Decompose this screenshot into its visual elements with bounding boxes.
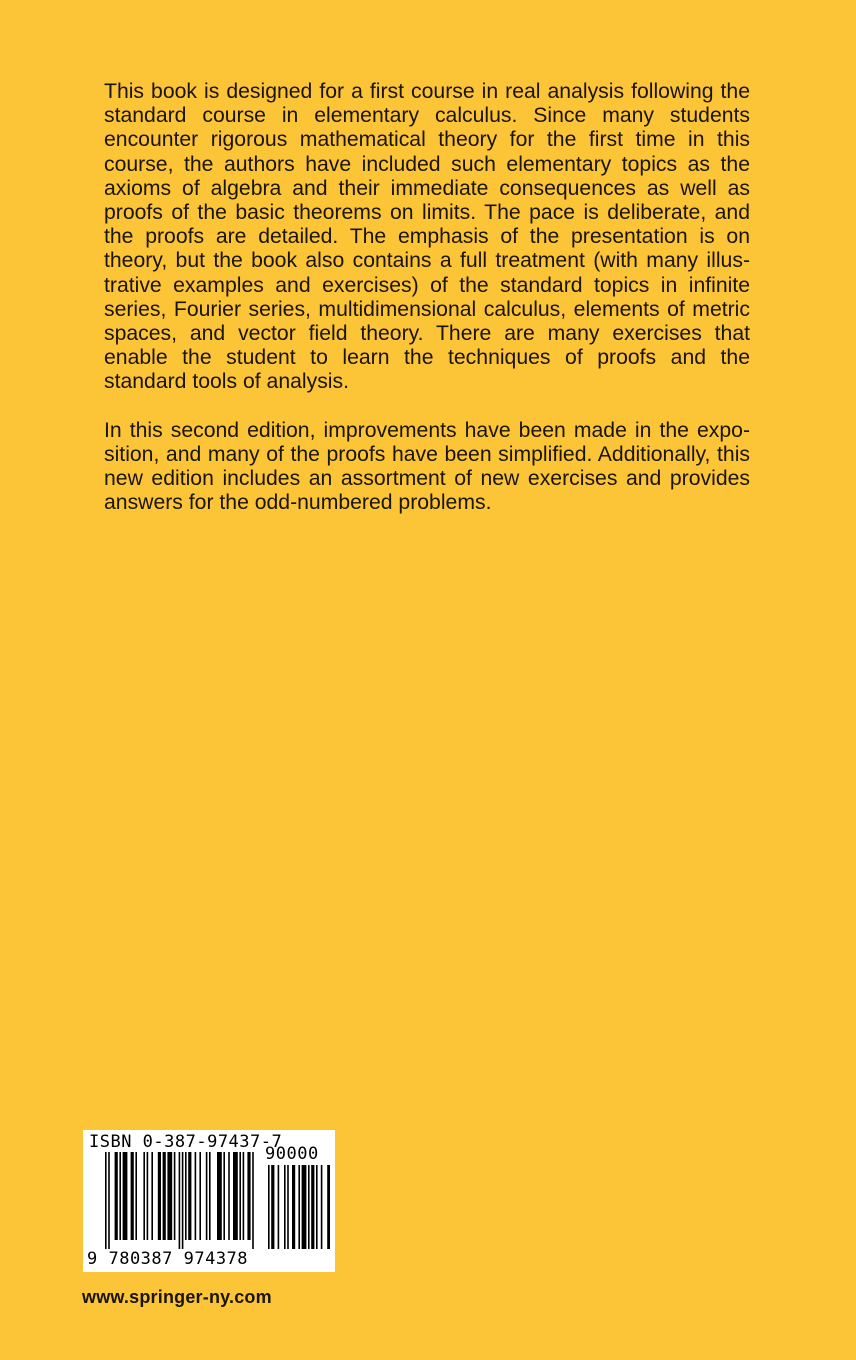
barcode-bar — [119, 1152, 121, 1240]
isbn-label: ISBN 0-387-97437-7 — [89, 1132, 283, 1152]
barcode-bar — [206, 1152, 208, 1240]
barcode-bar — [308, 1165, 310, 1249]
barcode-bar — [209, 1152, 211, 1240]
barcode-bar — [179, 1152, 181, 1249]
barcode-bar — [239, 1152, 241, 1240]
barcode-bar — [108, 1152, 110, 1249]
barcode-bar — [271, 1165, 274, 1249]
ean-digits: 9 780387 974378 — [87, 1249, 249, 1269]
barcode-bar — [105, 1152, 107, 1249]
barcode-bar — [321, 1165, 323, 1249]
barcode-bar — [316, 1165, 318, 1249]
barcode-bars — [105, 1152, 255, 1249]
publisher-website: www.springer-ny.com — [82, 1287, 272, 1307]
barcode-bar — [278, 1165, 280, 1249]
barcode-bar — [311, 1165, 314, 1249]
barcode-bar — [151, 1152, 153, 1240]
barcode-bar — [268, 1165, 270, 1249]
barcode-bar — [188, 1152, 191, 1240]
barcode-bar — [174, 1152, 176, 1240]
barcode-bar — [115, 1152, 118, 1240]
addon-barcode-bars — [268, 1165, 330, 1249]
barcode-bar — [247, 1152, 250, 1240]
barcode-bar — [223, 1152, 225, 1240]
barcode-bar — [228, 1152, 230, 1240]
barcode-bar — [182, 1152, 184, 1249]
barcode-bar — [199, 1152, 201, 1240]
barcode-bar — [143, 1152, 145, 1240]
barcode-bar — [163, 1152, 166, 1240]
barcode-bar — [233, 1152, 238, 1240]
barcode-bar — [217, 1152, 222, 1240]
barcode-bar — [298, 1165, 300, 1249]
barcode-bar — [195, 1152, 197, 1240]
barcode-bar — [158, 1152, 161, 1240]
barcode-bar — [131, 1152, 134, 1240]
barcode-bar — [135, 1152, 137, 1240]
price-code: 90000 — [265, 1144, 319, 1164]
barcode-bar — [292, 1165, 295, 1249]
blurb-paragraph-1: This book is designed for a first course in real analysis following the standard course in elementary calculus. Since many students encounter rigorous mathematical theory for the first time in this course, the authors have included such elementary topics as the axioms of algebra and their immediate consequences as well as proofs of the basic theorems on limits. The pace is deliberate, and the proofs are detailed. The emphasis of the presentation is on theory, but the book also contains a full treatment (with many illustrative examples and exercises) of the standard topics in infinite series, Fourier series, multidimensional calculus, elements of metric spaces, and vector field theory. There are many exercises that enable the student to learn the techniques of proofs and the standard tools of analysis. — [104, 80, 750, 394]
barcode-bar — [302, 1165, 307, 1249]
barcode-bar — [287, 1165, 289, 1249]
isbn-barcode — [83, 1130, 335, 1272]
back-cover-blurb — [104, 80, 750, 515]
barcode-bar — [167, 1152, 172, 1240]
barcode-bar — [284, 1165, 286, 1249]
barcode-bar — [327, 1165, 330, 1249]
barcode-bar — [123, 1152, 128, 1240]
barcode-bar — [252, 1152, 254, 1249]
barcode-bar — [243, 1152, 245, 1240]
barcode-bar — [147, 1152, 149, 1240]
barcode-bar — [185, 1152, 187, 1240]
blurb-paragraph-2: In this second edition, improvements have been made in the exposition, and many of the proofs have been simplified. Additionally, this new edition includes an assortment of new exercises and provides answers for the odd-numbered problems. — [104, 418, 750, 515]
